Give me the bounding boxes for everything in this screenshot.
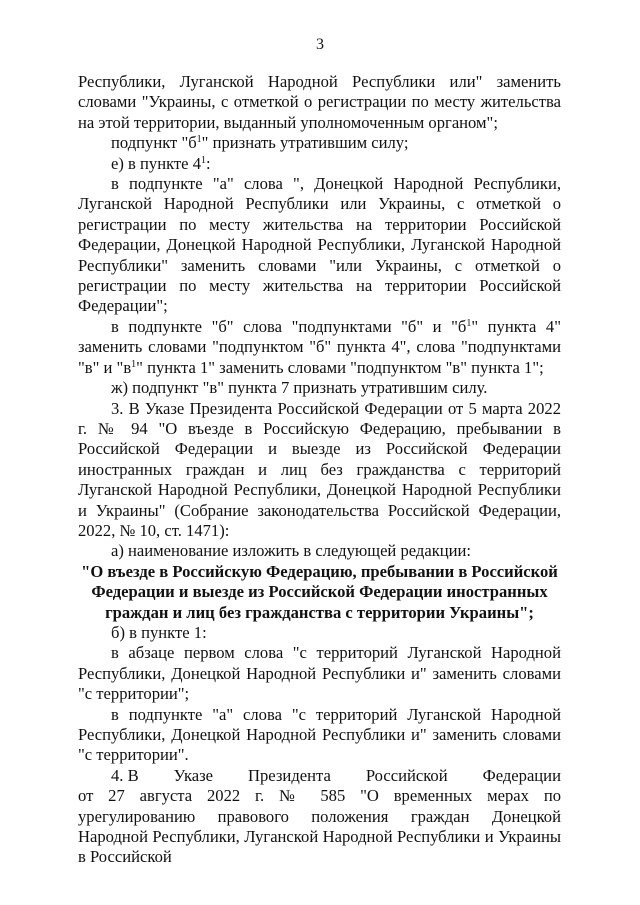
paragraph-item-e xyxy=(78,154,561,174)
section-4-word: Указе xyxy=(173,765,214,785)
section-4-word: Федерации xyxy=(482,765,561,785)
text-fragment: " пункта 1" заменить словами "подпунктом "в" пункта 1"; xyxy=(136,357,544,377)
text-fragment: : xyxy=(206,153,211,173)
section-4-continuation: от 27 августа 2022 г. № 585 "О временных мерах по урегулированию правового положения граждан Донецкой Народной Республики, Луганской Народной Республики и Украины в Российской xyxy=(78,786,561,867)
text-fragment: подпункт "б xyxy=(111,133,197,153)
section-4-word: Российской xyxy=(365,765,448,785)
page-number: 3 xyxy=(316,36,324,53)
superscript: 1 xyxy=(466,317,472,329)
text-fragment: в подпункте "б" слова "подпунктами "б" и "б xyxy=(111,316,467,336)
decree-title-heading: "О въезде в Российскую Федерацию, пребывании в Российской Федерации и выезде из Российской Федерации иностранных граждан и лиц без гражданства с территории Украины"; xyxy=(81,561,558,622)
section-4-word: 4. В xyxy=(111,765,139,785)
text-fragment: е) в пункте 4 xyxy=(111,153,201,173)
paragraph-section-3: 3. В Указе Президента Российской Федерации от 5 марта 2022 г. № 94 "О въезде в Российскую Федерацию, пребывании в Российской Федерации и выезде из Российской Федерации иностранных граждан и лиц без гражданства с территорий Луганской Народной Республики, Донецкой Народной Республики и Украины" (Собрание законодательства Российской Федерации, 2022, № 10, ст. 1471): xyxy=(78,398,561,540)
paragraph-item-zh: ж) подпункт "в" пункта 7 признать утратившим силу. xyxy=(111,378,488,398)
superscript: 1 xyxy=(131,358,137,370)
paragraph-subpoint-a-2: в подпункте "а" слова "с территорий Луганской Народной Республики, Донецкой Народной Республики и" заменить словами "с территории". xyxy=(78,704,561,765)
document-body xyxy=(78,72,561,868)
paragraph-subpoint-b xyxy=(78,317,561,378)
superscript: 1 xyxy=(196,134,202,146)
paragraph-subpoint-b1 xyxy=(78,133,561,153)
paragraph-first-para: в абзаце первом слова "с территорий Луганской Народной Республики, Донецкой Народной Республики и" заменить словами "с территории"; xyxy=(78,643,561,704)
text-fragment: " пункта 4" заменить словами "подпунктом "б" пункта 4", слова "подпунктами "в" и "в xyxy=(78,316,561,377)
section-4-word: Президента xyxy=(248,765,331,785)
paragraph-subpoint-a: в подпункте "а" слова ", Донецкой Народной Республики, Луганской Народной Республики или Украины, с отметкой о регистрации по месту жительства на территории Российской Федерации, Донецкой Народной Республики, Луганской Народной Республики" заменить словами "или Украины, с отметкой о регистрации по месту жительства на территории Российской Федерации"; xyxy=(78,174,561,316)
section-4-first-line xyxy=(78,766,561,786)
paragraph-item-b: б) в пункте 1: xyxy=(111,622,207,642)
paragraph-item-a: а) наименование изложить в следующей редакции: xyxy=(111,541,472,561)
superscript: 1 xyxy=(201,154,206,166)
text-fragment: " признать утратившим силу; xyxy=(201,133,409,153)
paragraph-continuation: Республики, Луганской Народной Республики или" заменить словами "Украины, с отметкой о регистрации по месту жительства на этой территории, выданный уполномоченным органом"; xyxy=(78,72,561,132)
